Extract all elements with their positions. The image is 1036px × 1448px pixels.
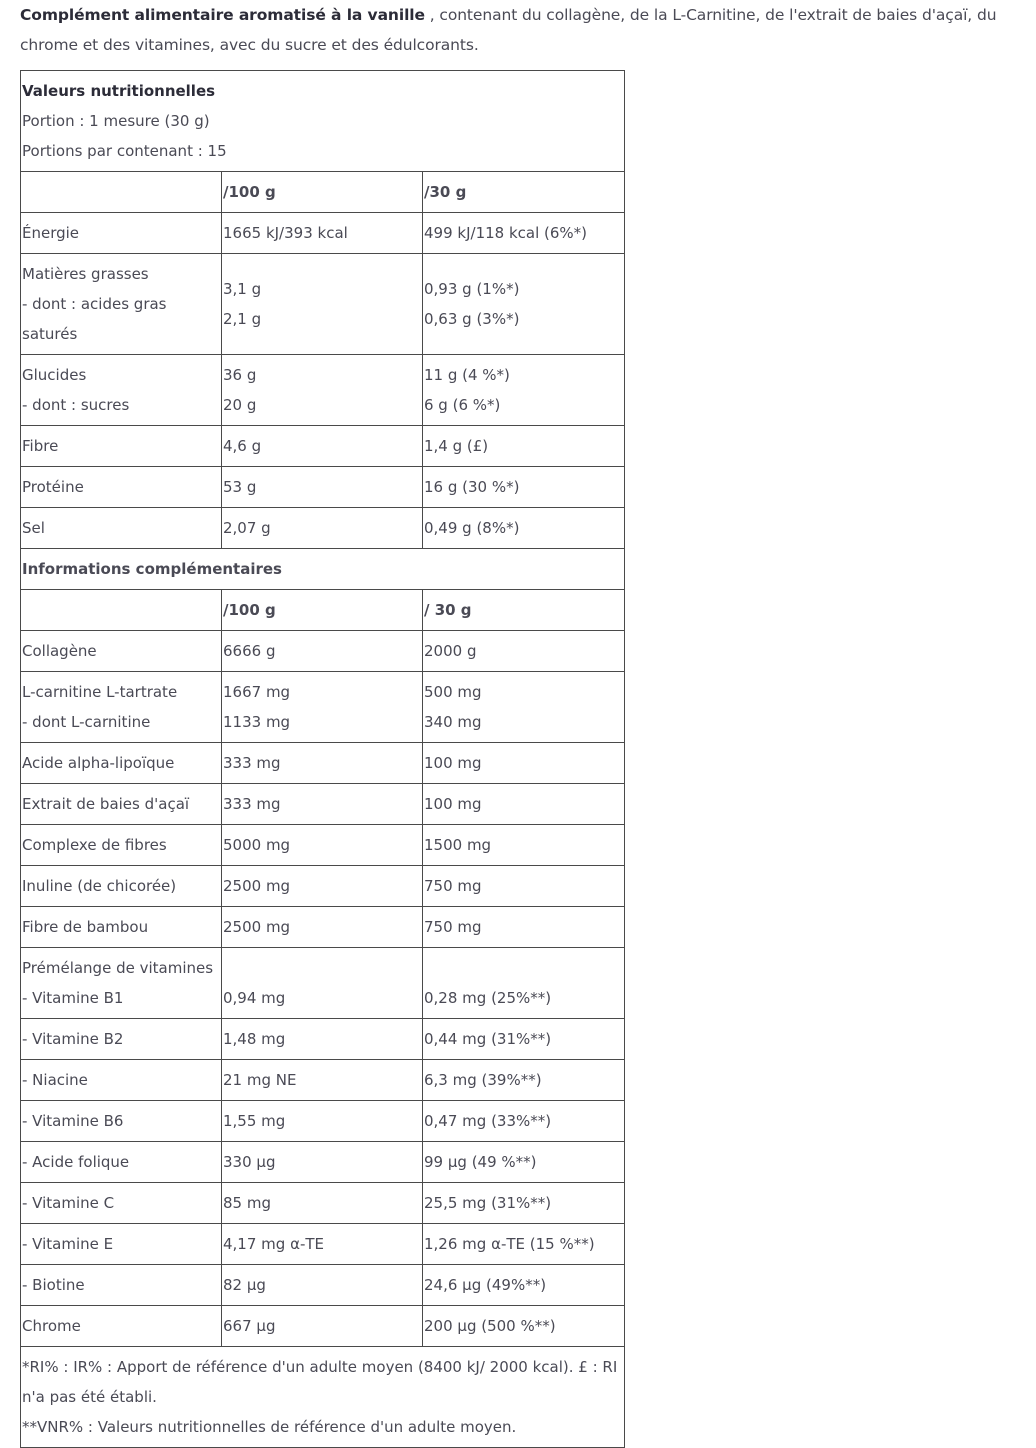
footnotes-row — [21, 1347, 625, 1448]
carnitine-label: - dont L-carnitine — [22, 713, 151, 731]
value-30g: 2000 g — [423, 631, 625, 672]
row-label: - Acide folique — [21, 1142, 222, 1183]
vitamin-b1-label: - Vitamine B1 — [22, 989, 124, 1007]
row-label: - Vitamine E — [21, 1224, 222, 1265]
col-per-30g: /30 g — [423, 172, 625, 213]
value-30g: 100 mg — [423, 743, 625, 784]
col-per-100g: /100 g — [222, 590, 423, 631]
value-30g: 100 mg — [423, 784, 625, 825]
table-row — [21, 1142, 625, 1183]
row-label — [21, 355, 222, 426]
row-label — [21, 254, 222, 355]
table-row — [21, 213, 625, 254]
table-row — [21, 948, 625, 1019]
product-description-text: , contenant du collagène, de la L-Carnitine, de l'extrait de baies d'açaï, du chrome et des vitamines, avec du sucre et des édulcorants. — [20, 6, 997, 54]
footnotes-cell — [21, 1347, 625, 1448]
value-100g: 4,17 mg α-TE — [222, 1224, 423, 1265]
value-100g: 2,07 g — [222, 508, 423, 549]
value-100g: 667 µg — [222, 1306, 423, 1347]
value-100g: 0,94 mg — [222, 948, 423, 1019]
table-row — [21, 254, 625, 355]
value-100g: 5000 mg — [222, 825, 423, 866]
row-label: Extrait de baies d'açaï — [21, 784, 222, 825]
table-row — [21, 825, 625, 866]
nutrition-table — [20, 70, 625, 1448]
value-30g: 99 µg (49 %**) — [423, 1142, 625, 1183]
row-label: Énergie — [21, 213, 222, 254]
table-row — [21, 467, 625, 508]
table-row — [21, 355, 625, 426]
empty-header-cell — [21, 172, 222, 213]
col-per-100g: /100 g — [222, 172, 423, 213]
table-row — [21, 866, 625, 907]
value-100g: 330 µg — [222, 1142, 423, 1183]
value-30g: 1,26 mg α-TE (15 %**) — [423, 1224, 625, 1265]
carnitine-100g: 1133 mg — [223, 713, 291, 731]
value-100g: 85 mg — [222, 1183, 423, 1224]
row-label: Sel — [21, 508, 222, 549]
row-label: - Vitamine B2 — [21, 1019, 222, 1060]
row-label — [21, 672, 222, 743]
table-row — [21, 631, 625, 672]
empty-header-cell — [21, 590, 222, 631]
value-30g: 750 mg — [423, 866, 625, 907]
sugars-100g: 20 g — [223, 396, 257, 414]
value-30g: 1500 mg — [423, 825, 625, 866]
carbs-100g: 36 g — [223, 366, 257, 384]
value-30g — [423, 355, 625, 426]
complementary-title: Informations complémentaires — [21, 549, 625, 590]
value-30g: 16 g (30 %*) — [423, 467, 625, 508]
fat-100g: 3,1 g — [223, 280, 262, 298]
row-label: - Niacine — [21, 1060, 222, 1101]
sugars-30g: 6 g (6 %*) — [424, 396, 501, 414]
col-per-30g: / 30 g — [423, 590, 625, 631]
table-row — [21, 1224, 625, 1265]
value-30g: 0,49 g (8%*) — [423, 508, 625, 549]
carnitine-tartrate-100g: 1667 mg — [223, 683, 291, 701]
carbs-30g: 11 g (4 %*) — [424, 366, 510, 384]
value-100g: 53 g — [222, 467, 423, 508]
saturated-fat-label: - dont : acides gras saturés — [22, 295, 167, 343]
row-label — [21, 948, 222, 1019]
table-row — [21, 784, 625, 825]
row-label: Collagène — [21, 631, 222, 672]
value-100g: 1665 kJ/393 kcal — [222, 213, 423, 254]
value-30g: 6,3 mg (39%**) — [423, 1060, 625, 1101]
value-30g: 499 kJ/118 kcal (6%*) — [423, 213, 625, 254]
table-row — [21, 508, 625, 549]
footnote-vnr: **VNR% : Valeurs nutritionnelles de référence d'un adulte moyen. — [22, 1418, 517, 1436]
table-row — [21, 1306, 625, 1347]
portion-size: Portion : 1 mesure (30 g) — [22, 112, 210, 130]
value-30g — [423, 254, 625, 355]
value-30g: 24,6 µg (49%**) — [423, 1265, 625, 1306]
value-100g: 1,55 mg — [222, 1101, 423, 1142]
table-row — [21, 1183, 625, 1224]
footnote-ri: *RI% : IR% : Apport de référence d'un adulte moyen (8400 kJ/ 2000 kcal). £ : RI n'a pas été établi. — [22, 1358, 618, 1406]
vitamin-premix-label: Prémélange de vitamines — [22, 959, 214, 977]
row-label: - Vitamine B6 — [21, 1101, 222, 1142]
value-30g: 0,44 mg (31%**) — [423, 1019, 625, 1060]
fat-label: Matières grasses — [22, 265, 149, 283]
value-30g: 1,4 g (£) — [423, 426, 625, 467]
saturated-fat-100g: 2,1 g — [223, 310, 262, 328]
row-label: - Biotine — [21, 1265, 222, 1306]
value-100g: 4,6 g — [222, 426, 423, 467]
value-100g: 333 mg — [222, 743, 423, 784]
value-100g: 2500 mg — [222, 866, 423, 907]
value-30g: 0,28 mg (25%**) — [423, 948, 625, 1019]
value-100g — [222, 672, 423, 743]
value-100g: 82 µg — [222, 1265, 423, 1306]
carnitine-tartrate-30g: 500 mg — [424, 683, 482, 701]
value-30g: 200 µg (500 %**) — [423, 1306, 625, 1347]
fat-30g: 0,93 g (1%*) — [424, 280, 520, 298]
saturated-fat-30g: 0,63 g (3%*) — [424, 310, 520, 328]
table-row — [21, 672, 625, 743]
value-100g: 1,48 mg — [222, 1019, 423, 1060]
nutrition-title: Valeurs nutritionnelles — [22, 82, 216, 100]
value-100g: 2500 mg — [222, 907, 423, 948]
value-30g: 25,5 mg (31%**) — [423, 1183, 625, 1224]
carnitine-tartrate-label: L-carnitine L-tartrate — [22, 683, 178, 701]
table-row — [21, 1060, 625, 1101]
table-row — [21, 1019, 625, 1060]
carbs-label: Glucides — [22, 366, 87, 384]
table-row — [21, 426, 625, 467]
row-label: Protéine — [21, 467, 222, 508]
sugars-label: - dont : sucres — [22, 396, 130, 414]
row-label: Acide alpha-lipoïque — [21, 743, 222, 784]
nutrition-header-cell — [21, 71, 625, 172]
complementary-header-row — [21, 549, 625, 590]
nutrition-header-row — [21, 71, 625, 172]
row-label: Fibre — [21, 426, 222, 467]
product-description — [20, 0, 1032, 60]
value-100g: 333 mg — [222, 784, 423, 825]
carnitine-30g: 340 mg — [424, 713, 482, 731]
row-label: - Vitamine C — [21, 1183, 222, 1224]
value-100g — [222, 355, 423, 426]
row-label: Chrome — [21, 1306, 222, 1347]
portions-per-container: Portions par contenant : 15 — [22, 142, 227, 160]
table-row — [21, 1265, 625, 1306]
product-name: Complément alimentaire aromatisé à la vanille — [20, 6, 425, 24]
row-label: Fibre de bambou — [21, 907, 222, 948]
row-label: Inuline (de chicorée) — [21, 866, 222, 907]
value-100g — [222, 254, 423, 355]
table-row — [21, 743, 625, 784]
row-label: Complexe de fibres — [21, 825, 222, 866]
nutrition-columns-row — [21, 172, 625, 213]
value-30g: 750 mg — [423, 907, 625, 948]
value-100g: 6666 g — [222, 631, 423, 672]
value-30g — [423, 672, 625, 743]
value-30g: 0,47 mg (33%**) — [423, 1101, 625, 1142]
table-row — [21, 1101, 625, 1142]
complementary-columns-row — [21, 590, 625, 631]
value-100g: 21 mg NE — [222, 1060, 423, 1101]
table-row — [21, 907, 625, 948]
